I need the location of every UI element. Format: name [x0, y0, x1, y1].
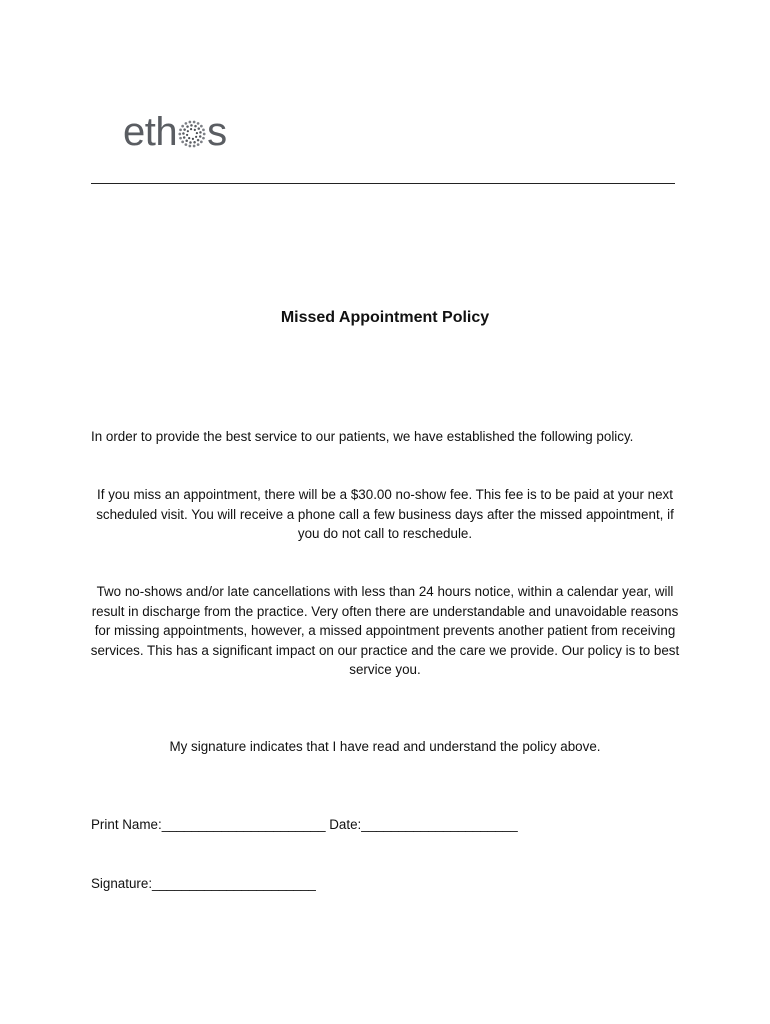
- logo-dot: [186, 140, 189, 143]
- signature-statement: My signature indicates that I have read and understand the policy above.: [169, 739, 601, 754]
- header-divider: [91, 183, 675, 184]
- logo-dot: [183, 128, 186, 131]
- logo-dot: [185, 143, 188, 146]
- intro-paragraph: In order to provide the best service to our patients, we have established the following policy.: [91, 429, 634, 444]
- page-title: Missed Appointment Policy: [280, 309, 490, 326]
- dotted-circle-logo-icon: [178, 120, 206, 148]
- logo-dot: [190, 124, 193, 127]
- logo-dot: [199, 135, 202, 138]
- logo-dot: [185, 122, 188, 125]
- logo-dot: [193, 145, 196, 148]
- logo-dot: [179, 128, 182, 131]
- logo-dot: [193, 141, 196, 144]
- logo-dot: [195, 136, 197, 138]
- logo-dot: [200, 140, 203, 143]
- logo-dot: [198, 127, 201, 129]
- logo-dot: [189, 141, 192, 144]
- signature-field[interactable]: Signature:______________________: [91, 876, 316, 891]
- logo-dot: [187, 130, 189, 132]
- logo-dot: [192, 138, 194, 140]
- logo-dot: [197, 139, 200, 142]
- logo-dot: [193, 121, 196, 124]
- logo-dot: [202, 128, 205, 131]
- logo-dot: [194, 129, 196, 131]
- logo-dot: [199, 131, 202, 134]
- logo-dot: [189, 121, 192, 124]
- logo-dot: [190, 128, 192, 130]
- logo-dot: [183, 136, 186, 139]
- logo-dot: [202, 137, 205, 140]
- logo-dot: [200, 125, 203, 128]
- logo-dot: [188, 137, 190, 139]
- logo-dot: [197, 143, 200, 146]
- fee-policy-paragraph: If you miss an appointment, there will be a $30.00 no-show fee. This fee is to be paid at your next scheduled visit. You will receive a phone call a few business days after the missed appointment, if you do not call to reschedule.: [96, 487, 674, 542]
- logo-dot: [189, 145, 192, 148]
- logo-dot: [179, 133, 182, 136]
- logo-dot: [181, 125, 184, 128]
- noshow-policy-paragraph: Two no-shows and/or late cancellations with less than 24 hours notice, within a calendar year, will result in discharge from the practice. Very often there are understandable and unavoidable reasons for missing appointments, however, a missed appointment prevents another patient from receiving services. This has a significant impact on our practice and the care we provide. Our policy is to best service you.: [90, 584, 680, 678]
- logo-dot: [181, 140, 184, 143]
- ethos-logo: [123, 108, 227, 152]
- logo-dot: [197, 122, 200, 125]
- logo-dot: [186, 125, 189, 128]
- logo-text-start: eth: [123, 110, 178, 154]
- logo-dot: [186, 134, 188, 136]
- logo-dot: [203, 133, 206, 136]
- logo-dot: [182, 132, 185, 135]
- logo-dot: [196, 132, 198, 134]
- logo-dot: [179, 137, 182, 140]
- logo-wordmark: [123, 112, 227, 152]
- logo-text-end: s: [207, 110, 227, 154]
- print-name-date-field[interactable]: Print Name:______________________ Date:_____________________: [91, 817, 518, 832]
- logo-dot: [194, 125, 197, 128]
